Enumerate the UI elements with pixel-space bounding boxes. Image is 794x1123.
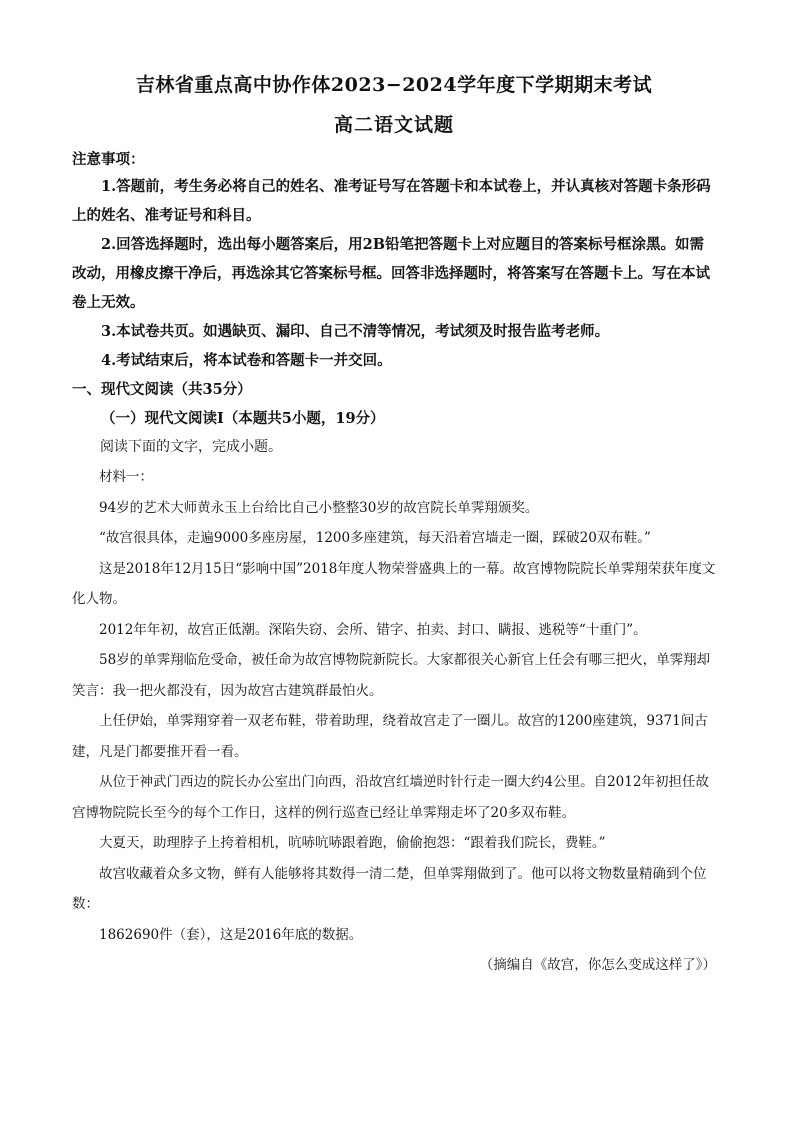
paragraph: 大夏天，助理脖子上挎着相机，吭哧吭哧跟着跑，偷偷抱怨：“跟着我们院长，费鞋。”	[99, 835, 606, 851]
notice-item-4: 4.考试结束后，将本试卷和答题卡一并交回。	[101, 352, 392, 369]
notice-item-1: 1.答题前，考生务必将自己的姓名、准考证号写在答题卡和本试卷上，并认真核对答题卡条形码上的姓名、准考证号和科目。	[72, 178, 711, 224]
paragraph: 故宫收藏着众多文物，鲜有人能够将其数得一清二楚，但单霁翔做到了。他可以将文物数量精确到个位数：	[72, 865, 707, 912]
paragraph: 1862690件（套），这是2016年底的数据。	[99, 926, 363, 943]
reading-instruction: 阅读下面的文字，完成小题。	[100, 439, 282, 455]
notice-heading: 注意事项：	[72, 151, 145, 168]
notice-item-3: 3.本试卷共页。如遇缺页、漏印、自己不清等情况，考试须及时报告监考老师。	[101, 323, 610, 340]
subsection-title: （一）现代文阅读Ⅰ（本题共5小题，19分）	[101, 410, 385, 427]
paragraph: 58岁的单霁翔临危受命，被任命为故宫博物院新院长。大家都很关心新官上任会有哪三把火，单霁翔却笑言：我一把火都没有，因为故宫古建筑群最怕火。	[72, 652, 711, 699]
exam-subtitle: 高二语文试题	[333, 114, 454, 136]
paragraph: 2012年年初，故宫正低潮。深陷失窃、会所、错字、拍卖、封口、瞒报、逃税等“十重门”。	[99, 621, 647, 638]
source-citation: （摘编自《故宫，你怎么变成这样了》）	[479, 957, 716, 973]
paragraph: 上任伊始，单霁翔穿着一双老布鞋，带着助理，绕着故宫走了一圈儿。故宫的1200座建筑，9371间古建，凡是门都要推开看一看。	[72, 713, 708, 760]
paragraph: 从位于神武门西边的院长办公室出门向西，沿故宫红墙逆时针行走一圈大约4公里。自2012年初担任故宫博物院院长至今的每个工作日，这样的例行巡查已经让单霁翔走坏了20多双布鞋。	[72, 774, 709, 821]
section-title: 一、现代文阅读（共35分）	[72, 381, 252, 398]
paragraph: 94岁的艺术大师黄永玉上台给比自己小整整30岁的故宫院长单霁翔颁奖。	[99, 499, 539, 516]
exam-title: 吉林省重点高中协作体2023−2024学年度下学期期末考试	[135, 74, 653, 96]
paragraph: 这是2018年12月15日“影响中国”2018年度人物荣誉盛典上的一幕。故宫博物院院长单霁翔荣获年度文化人物。	[72, 560, 716, 607]
notice-item-2: 2.回答选择题时，选出每小题答案后，用2B铅笔把答题卡上对应题目的答案标号框涂黑。如需改动，用橡皮擦干净后，再选涂其它答案标号框。回答非选择题时，将答案写在答题卡上。写在本试卷上无效。	[72, 236, 710, 311]
paragraph: “故宫很具体，走遍9000多座房屋，1200多座建筑，每天沿着宫墙走一圈，踩破20双布鞋。”	[99, 530, 651, 546]
material-label: 材料一：	[99, 469, 153, 485]
